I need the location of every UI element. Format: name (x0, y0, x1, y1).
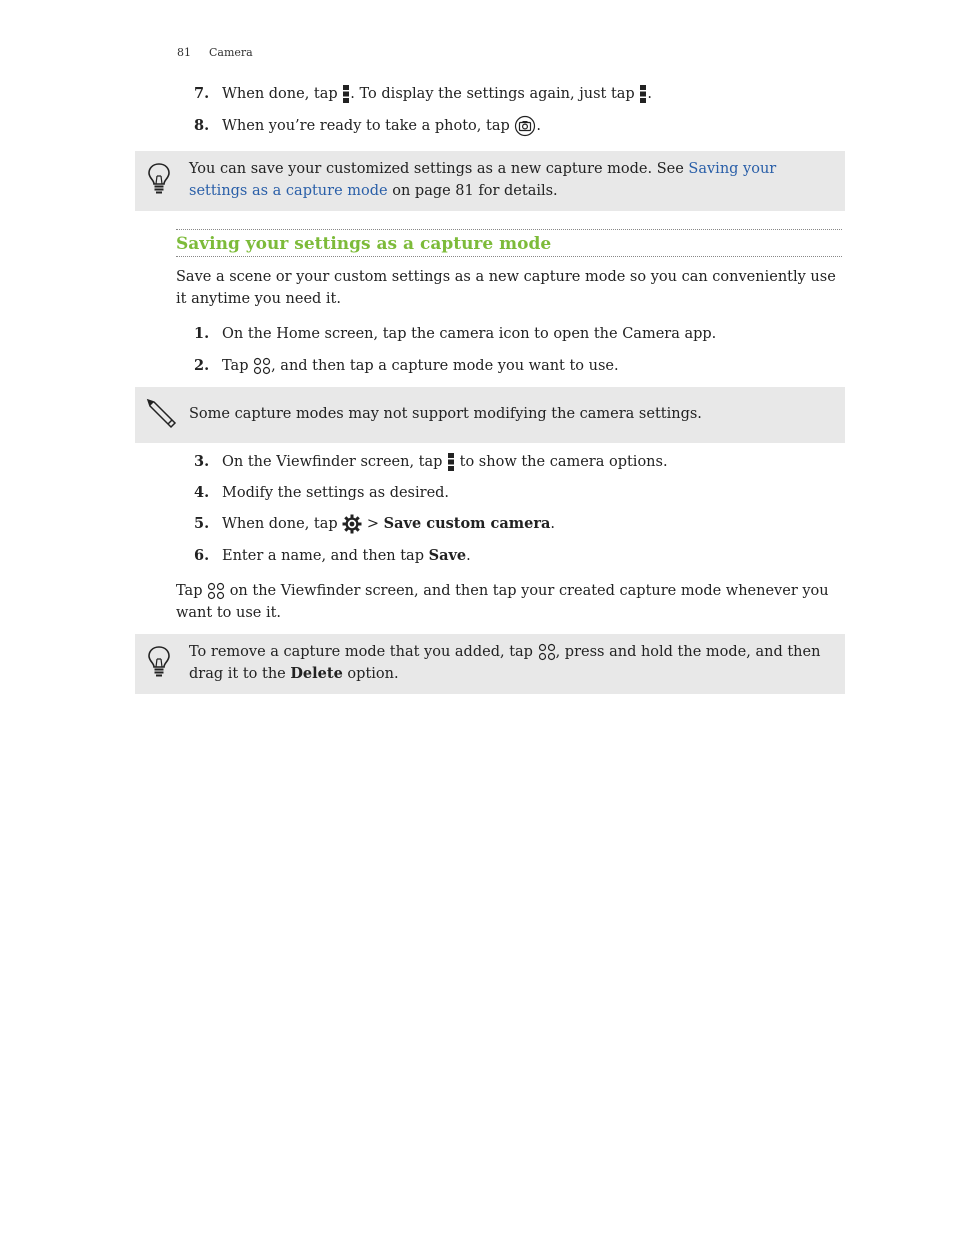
delete-option: Delete (290, 665, 343, 682)
step-number: 3. (194, 453, 210, 470)
step-4 (194, 483, 449, 503)
step-5: 5. When done, tap > Save custom camera. (194, 515, 555, 532)
step-text: On the Home screen, tap the camera icon to open the Camera app. (222, 326, 717, 342)
step-number: 8. (194, 117, 210, 134)
tip-box (135, 634, 845, 694)
step-3 (194, 452, 668, 472)
page-number: 81 (177, 46, 191, 59)
step-number: 6. (194, 547, 210, 564)
menu-option: Save custom camera (383, 515, 551, 532)
capture-modes-icon (253, 357, 271, 375)
settings-gear-icon (342, 514, 362, 534)
pencil-icon (145, 397, 177, 429)
step-text: Tap (222, 358, 249, 374)
save-option: Save (428, 547, 467, 564)
step-text: When you’re ready to take a photo, tap (222, 118, 510, 134)
note-box (135, 387, 845, 443)
camera-shutter-icon (514, 115, 536, 137)
section-heading: Saving your settings as a capture mode (176, 229, 842, 257)
tip-text: To remove a capture mode that you added, tap , press and hold the mode, and then drag it to the Delete option. (189, 644, 821, 682)
step-text: . To display the settings again, just tap (350, 86, 635, 102)
step-number: 2. (194, 357, 210, 374)
capture-modes-icon (538, 643, 556, 661)
step-1 (194, 324, 716, 344)
page-header (177, 46, 253, 59)
step-text: > (362, 516, 384, 532)
step-text: . (647, 86, 652, 102)
step-number: 5. (194, 515, 210, 532)
usage-paragraph: Tap on the Viewfinder screen, and then tap your created capture mode whenever you want to use it. (176, 583, 829, 621)
tip-text: You can save your customized settings as a new capture mode. See Saving your settings as a capture mode on page 81 for details. (189, 161, 777, 199)
step-number: 7. (194, 85, 210, 102)
step-text: When done, tap (222, 516, 338, 532)
step-text: to show the camera options. (459, 454, 668, 470)
more-options-icon (447, 453, 455, 471)
step-8 (194, 115, 541, 137)
section-name: Camera (209, 46, 253, 59)
capture-modes-icon (207, 582, 225, 600)
step-text: Modify the settings as desired. (222, 485, 450, 501)
step-text: When done, tap (222, 86, 338, 102)
step-text: , and then tap a capture mode you want to use. (271, 358, 619, 374)
step-7 (194, 84, 652, 104)
intro-paragraph: Save a scene or your custom settings as a new capture mode so you can conveniently use it anytime you need it. (176, 269, 836, 307)
section-link[interactable]: Saving your settings as a capture mode (189, 161, 777, 199)
step-number: 1. (194, 325, 210, 342)
lightbulb-icon (145, 645, 173, 677)
lightbulb-icon (145, 162, 173, 194)
tip-box (135, 151, 845, 211)
step-number: 4. (194, 484, 210, 501)
step-text: Enter a name, and then tap (222, 548, 429, 564)
step-text: . (536, 118, 541, 134)
step-2 (194, 356, 619, 376)
step-text: On the Viewfinder screen, tap (222, 454, 443, 470)
note-text: Some capture modes may not support modifying the camera settings. (189, 406, 702, 422)
step-6: 6. Enter a name, and then tap Save. (194, 547, 471, 564)
